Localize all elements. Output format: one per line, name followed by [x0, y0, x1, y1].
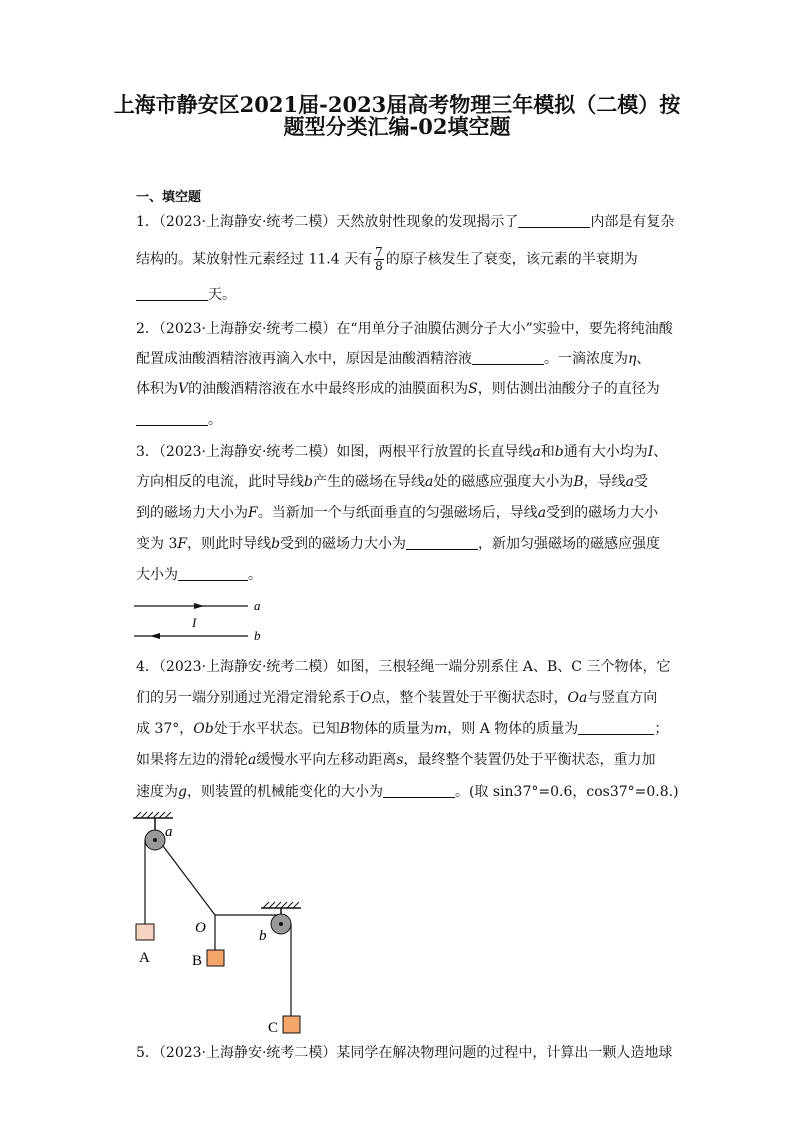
q2-line-2: 配置成油酸酒精溶液再滴入水中，原因是油酸酒精溶液 。一滴浓度为η、: [136, 351, 651, 367]
arrow-left-icon: [150, 633, 160, 639]
q1-line-3: 天。: [136, 288, 236, 302]
block-b-label: B: [192, 953, 203, 969]
q3-blank-1[interactable]: [406, 537, 478, 550]
document-title-line-1: 上海市静安区2021届-2023届高考物理三年模拟（二模）按: [113, 92, 681, 117]
pulley-a-label: a: [165, 824, 173, 840]
q4-line-2: 们的另一端分别通过光滑定滑轮系于O点，整个装置处于平衡状态时，Oa与竖直方向: [136, 690, 658, 706]
pulley-system-figure: [125, 810, 325, 1040]
section-heading: 一、填空题: [136, 190, 202, 205]
q1-blank-1[interactable]: [518, 215, 590, 228]
q2-blank-1[interactable]: [472, 352, 544, 365]
q4-line-5: 速度为g，则装置的机械能变化的大小为 。(取 sin37°=0.6，cos37°=0.8.): [136, 784, 679, 800]
q4-line-3: 成 37°，Ob处于水平状态。已知B物体的质量为m，则 A 物体的质量为 ；: [136, 721, 669, 737]
q2-line-4: 。: [136, 413, 222, 427]
pulley-b-axle: [279, 922, 283, 926]
block-b: [207, 950, 224, 966]
fraction: $\frac{7}{8}$: [375, 245, 383, 273]
q3-line-4: 变为 3F，则此时导线b受到的磁场力大小为 ，新加匀强磁场的磁感应强度: [136, 536, 661, 552]
q1-blank-2[interactable]: [136, 288, 208, 301]
current-label: I: [192, 615, 197, 630]
block-c: [283, 1016, 300, 1033]
parallel-wires-figure: [130, 596, 270, 644]
left-ceiling-hatch: [135, 812, 171, 818]
wire-a-label: a: [254, 598, 261, 613]
block-a-label: A: [139, 950, 150, 966]
right-ceiling-hatch: [263, 902, 299, 908]
q3-line-1: 3．（2023·上海静安·统考二模）如图，两根平行放置的长直导线a和b通有大小均为I、: [136, 444, 668, 460]
q1-line-1: 1．（2023·上海静安·统考二模）天然放射性现象的发现揭示了 内部是有复杂: [136, 214, 675, 230]
q4-blank-1[interactable]: [578, 722, 654, 735]
q3-line-3: 到的磁场力大小为F。当新加一个与纸面垂直的匀强磁场后，导线a受到的磁场力大小: [136, 505, 659, 521]
q1-line-2: 结构的。某放射性元素经过 11.4 天有 $\frac{7}{8}$ 的原子核发生了衰变，该元素的半衰期为: [136, 245, 638, 273]
q3-blank-2[interactable]: [178, 568, 248, 581]
arrow-right-icon: [194, 603, 204, 609]
knot-o-label: O: [195, 920, 206, 936]
q5-line-1: 5．（2023·上海静安·统考二模）某同学在解决物理问题的过程中，计算出一颗人造地球: [136, 1045, 673, 1061]
rope-oa: [163, 846, 215, 915]
pulley-b-label: b: [259, 928, 267, 944]
wire-b-label: b: [254, 628, 261, 643]
q4-line-4: 如果将左边的滑轮a缓慢水平向左移动距离s，最终整个装置仍处于平衡状态，重力加: [136, 752, 656, 768]
q4-line-1: 4．（2023·上海静安·统考二模）如图，三根轻绳一端分别系住 A、B、C 三个物体，它: [136, 659, 671, 675]
block-c-label: C: [268, 1020, 279, 1036]
q2-line-3: 体积为V的油酸酒精溶液在水中最终形成的油膜面积为S，则估测出油酸分子的直径为: [136, 381, 660, 397]
q4-blank-2[interactable]: [383, 785, 455, 798]
pulley-a-axle: [153, 838, 157, 842]
q3-line-5: 大小为 。: [136, 567, 262, 583]
q2-blank-2[interactable]: [136, 413, 208, 426]
block-a: [136, 924, 154, 940]
q3-line-2: 方向相反的电流，此时导线b产生的磁场在导线a处的磁感应强度大小为B，导线a受: [136, 474, 648, 490]
document-title-line-2: 题型分类汇编-02填空题: [283, 114, 511, 139]
q2-line-1: 2．（2023·上海静安·统考二模）在“用单分子油膜估测分子大小”实验中，要先将纯油酸: [136, 321, 673, 337]
